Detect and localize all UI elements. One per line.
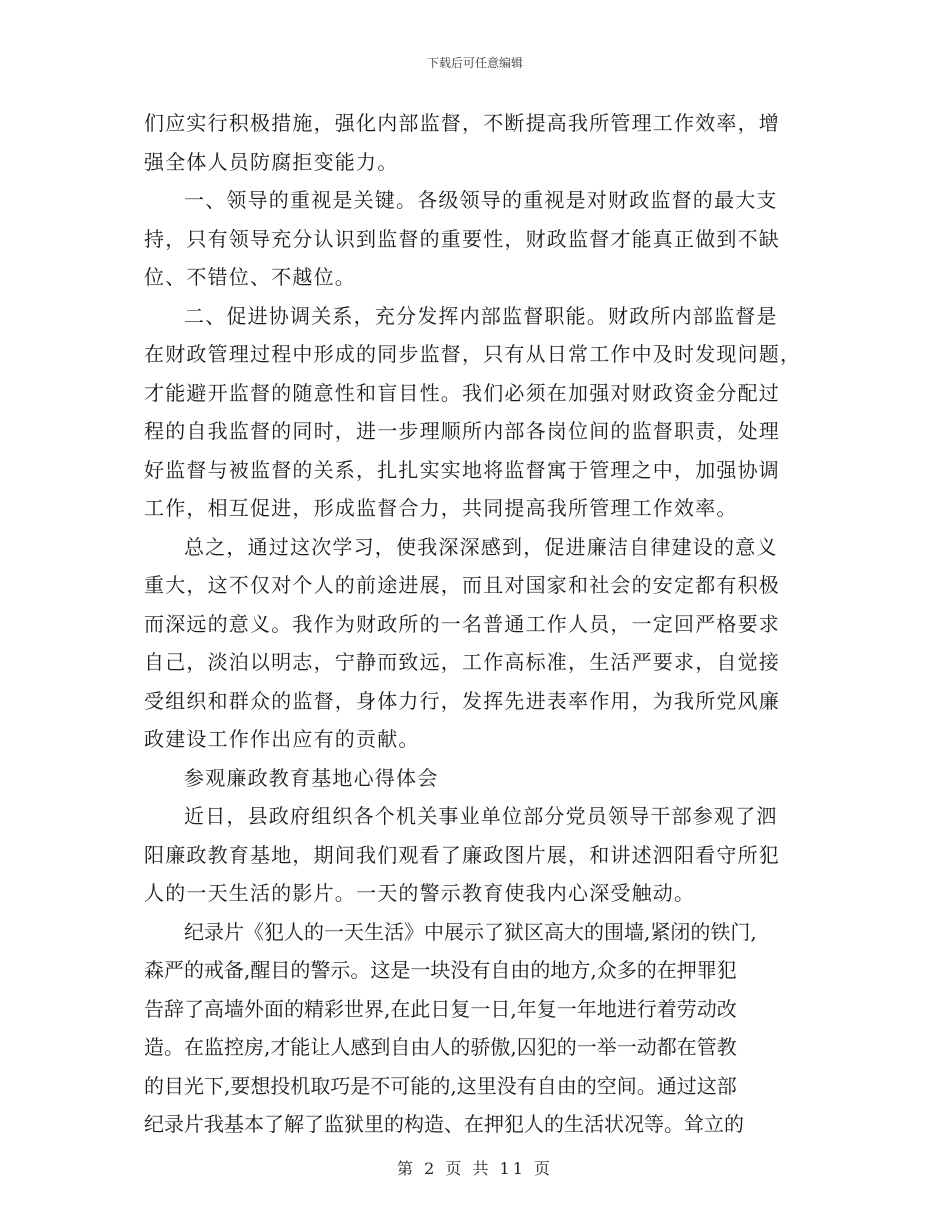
text-line: 一、领导的重视是关键。各级领导的重视是对财政监督的最大支 <box>184 188 778 212</box>
text-line: 重大，这不仅对个人的前途进展，而且对国家和社会的安定都有积极 <box>144 573 780 597</box>
text-line: 告辞了高墙外面的精彩世界,在此日复一日,年复一年地进行着劳动改 <box>144 996 737 1021</box>
text-line: 们应实行积极措施，强化内部监督，不断提高我所管理工作效率，增 <box>144 111 780 135</box>
text-line: 位、不错位、不越位。 <box>144 265 356 289</box>
text-line: 近日，县政府组织各个机关事业单位部分党员领导干部参观了泗 <box>184 804 778 828</box>
text-line: 纪录片《犯人的一天生活》中展示了狱区高大的围墙,紧闭的铁门, <box>184 919 757 944</box>
text-line: 纪录片我基本了解了监狱里的构造、在押犯人的生活状况等。耸立的 <box>144 1112 744 1136</box>
text-line: 人的一天生活的影片。一天的警示教育使我内心深受触动。 <box>144 881 696 905</box>
text-line: 在财政管理过程中形成的同步监督，只有从日常工作中及时发现问题， <box>144 342 802 366</box>
text-line: 政建设工作作出应有的贡献。 <box>144 727 420 751</box>
text-line: 受组织和群众的监督，身体力行，发挥先进表率作用，为我所党风廉 <box>144 688 780 713</box>
text-line: 阳廉政教育基地，期间我们观看了廉政图片展，和讲述泗阳看守所犯 <box>144 842 780 867</box>
text-line: 二、促进协调关系，充分发挥内部监督职能。财政所内部监督是 <box>184 303 778 328</box>
section-title: 参观廉政教育基地心得体会 <box>184 765 439 790</box>
text-line: 才能避开监督的随意性和盲目性。我们必须在加强对财政资金分配过 <box>144 380 780 405</box>
document-body <box>144 104 804 1144</box>
text-line: 森严的戒备,醒目的警示。这是一块没有自由的地方,众多的在押罪犯 <box>144 958 737 982</box>
text-line: 好监督与被监督的关系，扎扎实实地将监督寓于管理之中，加强协调 <box>144 457 780 482</box>
text-line: 强全体人员防腐拒变能力。 <box>144 149 399 174</box>
text-line: 总之，通过这次学习，使我深深感到，促进廉洁自律建设的意义 <box>184 534 778 559</box>
page-footer: 第 2 页 共 11 页 <box>397 1159 553 1178</box>
page-header: 下载后可任意编辑 <box>426 56 523 70</box>
text-line: 工作，相互促进，形成监督合力，共同提高我所管理工作效率。 <box>144 496 738 520</box>
text-line: 持，只有领导充分认识到监督的重要性，财政监督才能真正做到不缺 <box>144 226 780 251</box>
text-line: 的目光下,要想投机取巧是不可能的,这里没有自由的空间。通过这部 <box>144 1073 737 1098</box>
text-line: 而深远的意义。我作为财政所的一名普通工作人员，一定回严格要求 <box>144 611 780 636</box>
text-line: 程的自我监督的同时，进一步理顺所内部各岗位间的监督职责，处理 <box>144 419 780 443</box>
text-line: 造。在监控房,才能让人感到自由人的骄傲,囚犯的一举一动都在管教 <box>144 1035 737 1059</box>
text-line: 自己，淡泊以明志，宁静而致远，工作高标准，生活严要求，自觉接 <box>144 650 780 674</box>
